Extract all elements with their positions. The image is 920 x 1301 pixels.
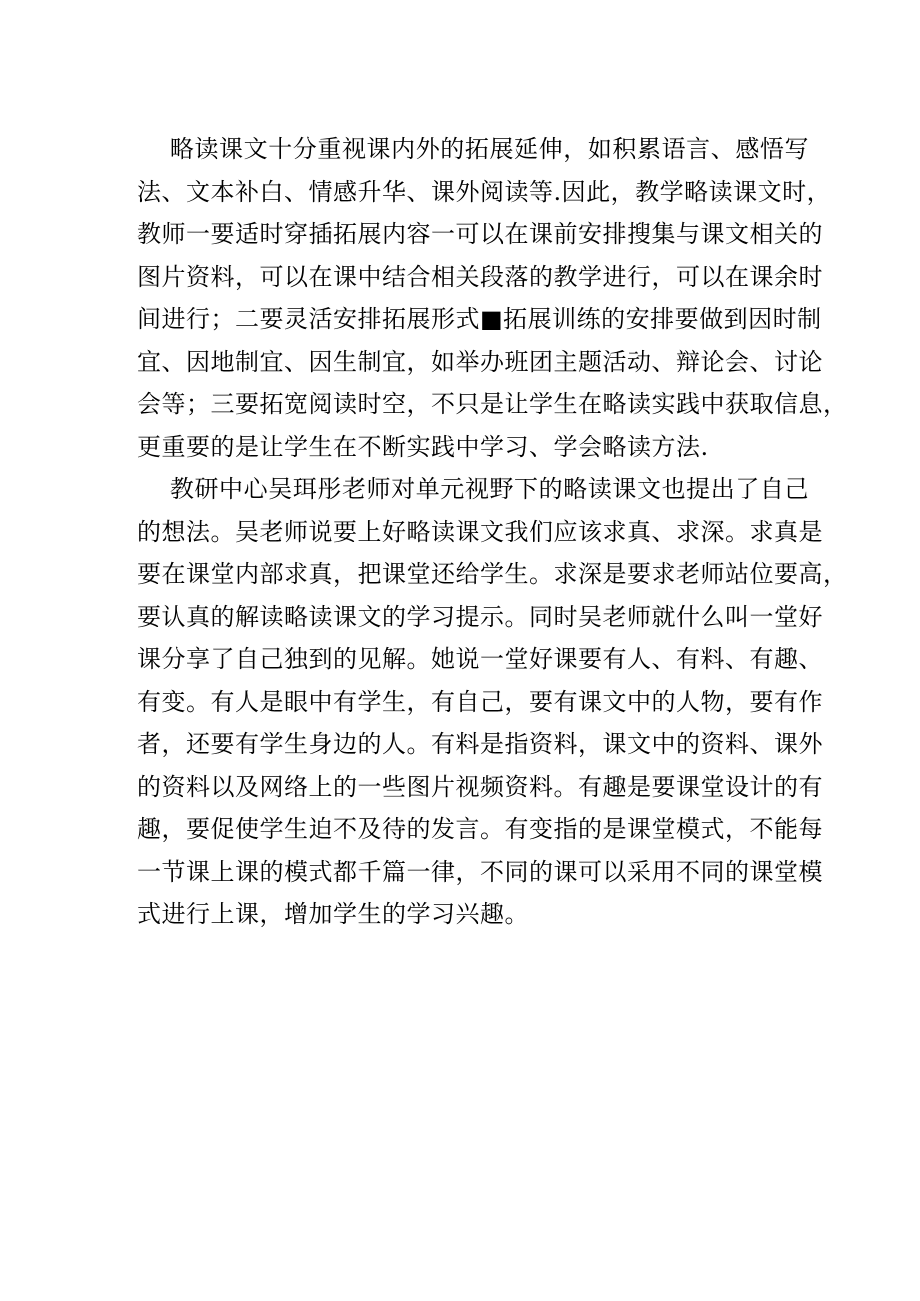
text-line: 宜、因地制宜、因生制宜，如举办班团主题活动、辩论会、讨论 [137, 347, 823, 376]
text-line: 法、文本补白、情感升华、课外阅读等.因此，教学略读课文时， [137, 177, 832, 206]
text-line: 要在课堂内部求真，把课堂还给学生。求深是要求老师站位要高， [137, 560, 848, 588]
paragraph-1 [137, 128, 848, 468]
text-line: 一节课上课的模式都千篇一律，不同的课可以采用不同的课堂模 [137, 857, 823, 886]
paragraph-2 [137, 468, 848, 936]
text-line: 的资料以及网络上的一些图片视频资料。有趣是要课堂设计的有 [137, 772, 823, 801]
text-line: 要认真的解读略读课文的学习提示。同时吴老师就什么叫一堂好 [137, 602, 823, 631]
text-line: 图片资料，可以在课中结合相关段落的教学进行，可以在课余时 [137, 262, 823, 291]
text-line: 有变。有人是眼中有学生，有自己，要有课文中的人物，要有作 [137, 687, 823, 716]
text-line: 式进行上课，增加学生的学习兴趣。 [137, 900, 529, 928]
text-line: 趣，要促使学生迫不及待的发言。有变指的是课堂模式，不能每 [137, 815, 823, 843]
text-line: 的想法。吴老师说要上好略读课文我们应该求真、求深。求真是 [137, 517, 823, 546]
document-body [137, 128, 848, 936]
text-line: 会等；三要拓宽阅读时空，不只是让学生在略读实践中获取信息， [137, 390, 848, 418]
text-line: 教师一要适时穿插拓展内容一可以在课前安排搜集与课文相关的 [137, 220, 823, 248]
text-line: 略读课文十分重视课内外的拓展延伸，如积累语言、感悟写 [137, 135, 809, 163]
text-line: 教研中心吴珥彤老师对单元视野下的略读课文也提出了自己 [137, 475, 809, 503]
text-line: 课分享了自己独到的见解。她说一堂好课要有人、有料、有趣、 [137, 645, 823, 673]
text-line: 更重要的是让学生在不断实践中学习、学会略读方法. [137, 432, 709, 461]
text-line: 间进行；二要灵活安排拓展形式■拓展训练的安排要做到因时制 [137, 305, 822, 333]
text-line: 者，还要有学生身边的人。有料是指资料，课文中的资料、课外 [137, 730, 823, 758]
